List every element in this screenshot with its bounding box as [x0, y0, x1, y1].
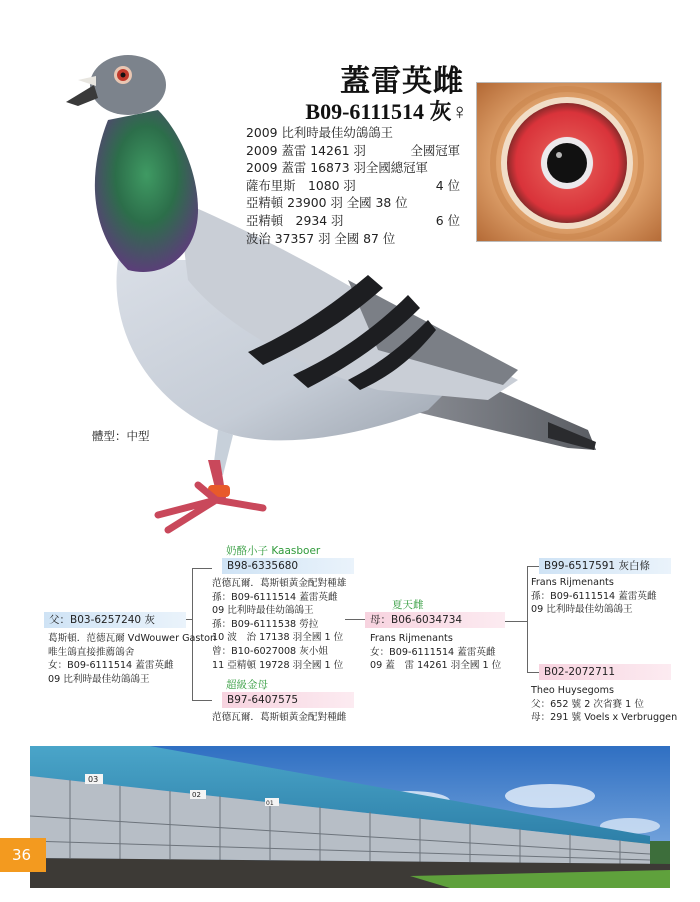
achievement-line: 波治 37357 羽 全國 87 位 — [246, 230, 396, 246]
fm-nickname: 超級金母 — [226, 679, 268, 691]
ff-ring: B98-6335680 — [222, 558, 354, 574]
achievements-list — [246, 124, 460, 247]
father-ring: 父：B03-6257240 灰 — [44, 612, 186, 628]
pedigree-connector — [505, 621, 527, 622]
mother-nickname: 夏天雌 — [392, 599, 424, 611]
father-details: 葛斯頓．范德瓦爾 VdWouwer Gaston 唯生鴿直接推薦鴿舍 女：B09-6111514 蓋雷英雌 09 比利時最佳幼鴿鴿王 — [48, 633, 217, 685]
loft-sign: 03 — [88, 775, 99, 784]
fm-details: 范德瓦爾．葛斯頓黃金配對種雌 — [212, 712, 347, 723]
ff-nickname: 奶酪小子 Kaasboer — [226, 545, 321, 557]
pedigree-connector — [527, 672, 539, 673]
mm-details: Theo Huysegoms 父：652 號 2 次省賽 1 位 母：291 號 Voels x Verbruggen — [531, 685, 678, 724]
pedigree-connector — [192, 700, 212, 701]
pedigree-connector — [192, 568, 212, 569]
achievement-line: 薩布里斯 1080 羽 4 位 — [246, 177, 460, 193]
achievement-line: 2009 蓋雷 16873 羽全國總冠軍 — [246, 160, 428, 176]
loft-photo — [30, 746, 670, 888]
pedigree-connector — [527, 566, 528, 673]
fm-ring: B97-6407575 — [222, 692, 354, 708]
mother-ring: 母：B06-6034734 — [365, 612, 505, 628]
achievement-line: 2009 比利時最佳幼鴿鴿王 — [246, 125, 393, 140]
mm-ring: B02-2072711 — [539, 664, 671, 680]
body-type-label: 體型：中型 — [92, 429, 150, 443]
loft-image — [30, 746, 670, 888]
eye-photo — [476, 82, 662, 242]
loft-sign: 01 — [266, 800, 274, 807]
pedigree-connector — [527, 566, 539, 567]
page-number: 36 — [0, 838, 46, 872]
pedigree-connector — [345, 619, 365, 620]
ff-details: 范德瓦爾．葛斯頓黃金配對種雄 孫：B09-6111514 蓋雷英雌 09 比利時最佳幼鴿鴿王 孫：B09-6111538 勞拉 10 波 治 17138 羽全國 1 位 曾：B10-6027008 灰小姐 11 亞精頓 19728 羽全國 1 位 — [212, 578, 347, 671]
mf-details: Frans Rijmenants 孫：B09-6111514 蓋雷英雌 09 比利時最佳幼鴿鴿王 — [531, 577, 657, 616]
ring-number: B09-6111514 灰♀ — [305, 99, 468, 124]
achievement-line: 2009 蓋雷 14261 羽 全國冠軍 — [246, 142, 460, 158]
pedigree-connector — [186, 619, 193, 620]
pigeon-name-title: 蓋雷英雌 — [340, 64, 464, 99]
mother-details: Frans Rijmenants 女：B09-6111514 蓋雷英雌 09 蓋 雷 14261 羽全國 1 位 — [370, 633, 502, 672]
loft-sign: 02 — [192, 791, 201, 799]
achievement-line: 亞精頓 2934 羽 6 位 — [246, 212, 460, 228]
mf-ring: B99-6517591 灰白條 — [539, 558, 671, 574]
eye-image — [477, 83, 662, 242]
achievement-line: 亞精頓 23900 羽 全國 38 位 — [246, 195, 408, 211]
